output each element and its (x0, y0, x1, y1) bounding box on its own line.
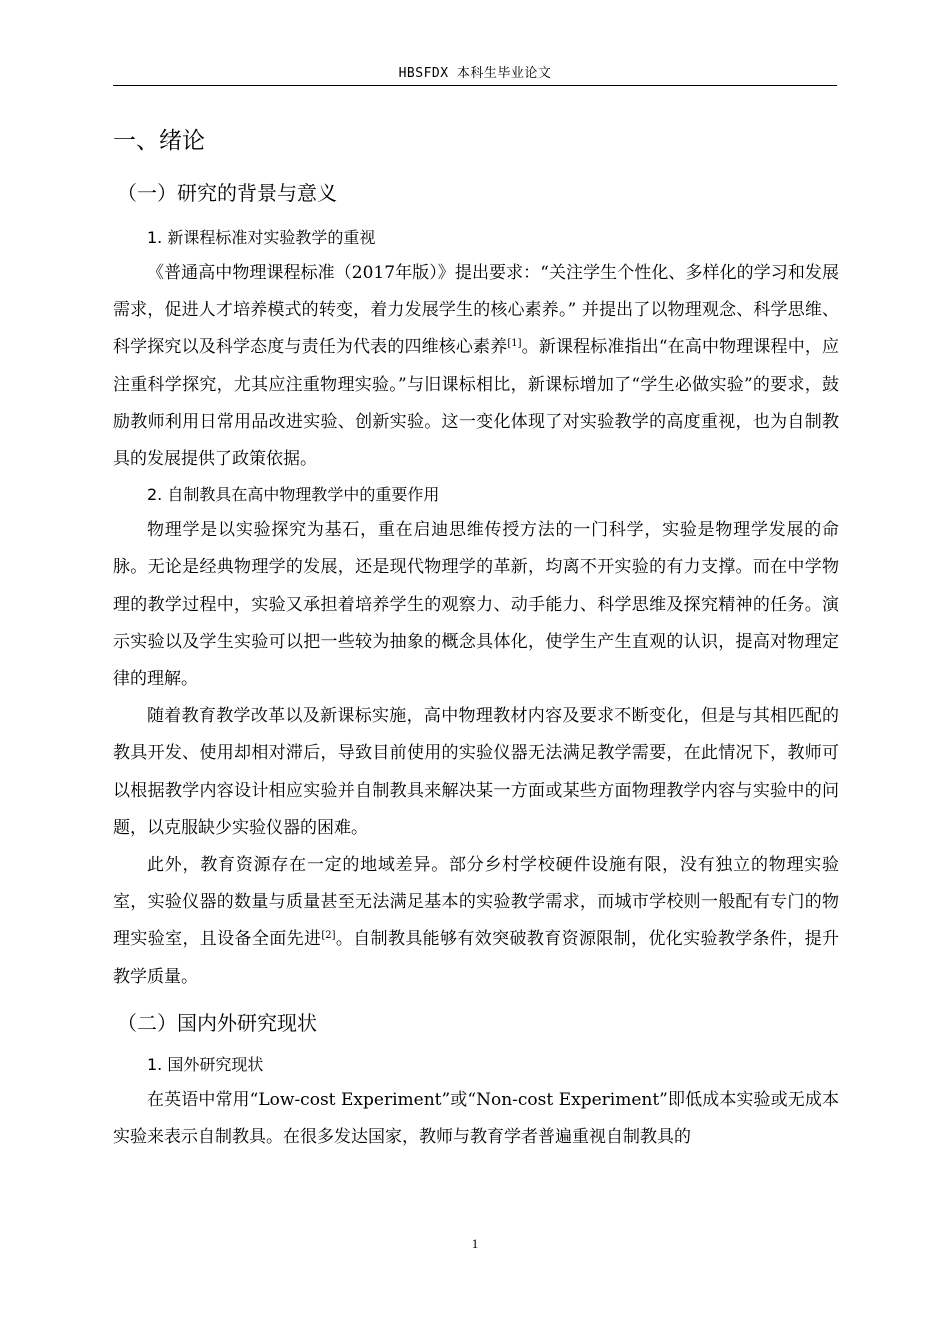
paragraph (113, 255, 839, 478)
section-title-research-status: （二）国内外研究现状 (117, 1010, 317, 1035)
paragraph-text: 。新课程标准指出“在高中物理课程中，应注重科学探究，尤其应注重物理实验。”与旧课标相比，新课标增加了“学生必做实验”的要求，鼓励教师利用日常用品改进实验、创新实验。这一变化体现了对实验教学的高度重视，也为自制教具的发展提供了政策依据。 (113, 337, 839, 470)
citation-marker: [1] (507, 338, 522, 350)
paragraph: 物理学是以实验探究为基石，重在启迪思维传授方法的一门科学，实验是物理学发展的命脉。无论是经典物理学的发展，还是现代物理学的革新，均离不开实验的有力支撑。而在中学物理的教学过程中，实验又承担着培养学生的观察力、动手能力、科学思维及探究精神的任务。演示实验以及学生实验可以把一些较为抽象的概念具体化，使学生产生直观的认识，提高对物理定律的理解。 (113, 520, 839, 690)
paragraph-text: 此外，教育资源存在一定的地域差异。部分乡村学校硬件设施有限，没有独立的物理实验室，实验仪器的数量与质量甚至无法满足基本的实验教学需求，而城市学校则一般配有专门的物理实验室，且设备全面先进 (113, 855, 839, 950)
header-rule (113, 85, 837, 86)
paragraph: 随着教育教学改革以及新课标实施，高中物理教材内容及要求不断变化，但是与其相匹配的教具开发、使用却相对滞后，导致目前使用的实验仪器无法满足教学需要，在此情况下，教师可以根据教学内容设计相应实验并自制教具来解决某一方面或某些方面物理教学内容与实验中的问题，以克服缺少实验仪器的困难。 (113, 706, 839, 838)
paragraph (113, 847, 839, 996)
paragraph-text: 。自制教具能够有效突破教育资源限制，优化实验教学条件，提升教学质量。 (113, 929, 840, 987)
paragraph-text: 《普通高中物理课程标准（2017年版）》提出要求：“关注学生个性化、多样化的学习和发展需求，促进人才培养模式的转变，着力发展学生的核心素养。” 并提出了以物理观念、科学思维、科学探究以及科学态度与责任为代表的四维核心素养 (113, 263, 839, 358)
chapter-title: 一、绪论 (113, 128, 205, 154)
section-title-background: （一）研究的背景与意义 (117, 181, 337, 205)
subsection-title-abroad: 1. 国外研究现状 (147, 1054, 264, 1074)
subsection-title-curriculum: 1. 新课程标准对实验教学的重视 (147, 228, 376, 247)
subsection-title-role: 2. 自制教具在高中物理教学中的重要作用 (147, 485, 440, 505)
page-content (113, 100, 839, 1156)
citation-marker: [2] (321, 930, 336, 942)
paragraph: 在英语中常用“Low-cost Experiment”或“Non-cost Experiment”即低成本实验或无成本实验来表示自制教具。在很多发达国家，教师与教育学者普遍重视自制教具的 (113, 1089, 839, 1148)
running-header: HBSFDX 本科生毕业论文 (398, 66, 552, 81)
page-number: 1 (471, 1236, 479, 1251)
